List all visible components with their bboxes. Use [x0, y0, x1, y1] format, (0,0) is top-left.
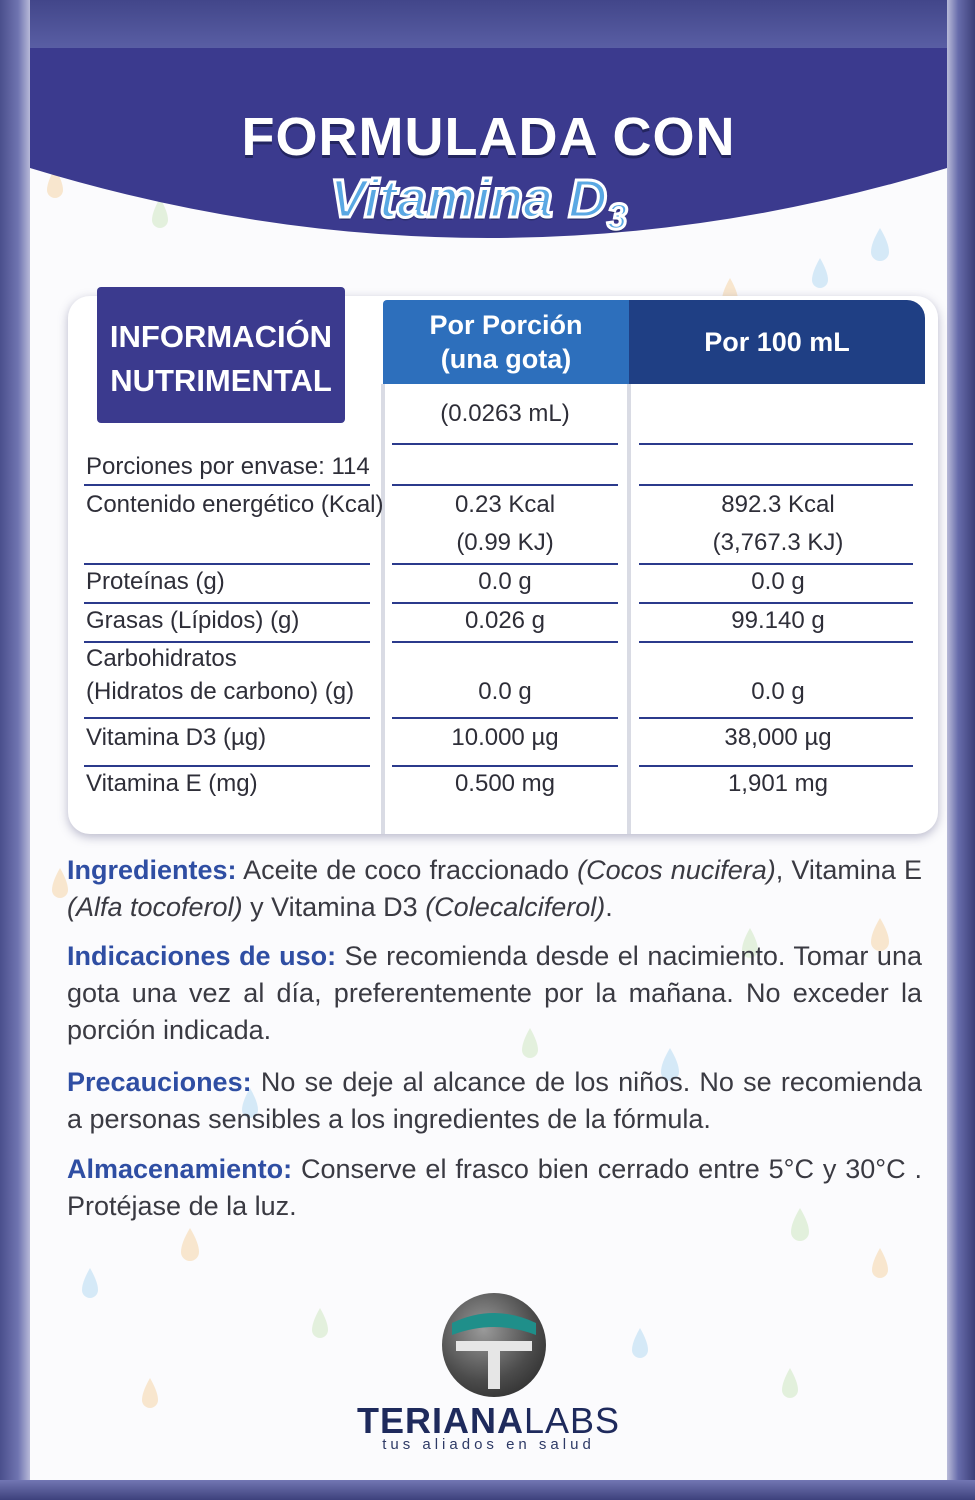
- row-label-protein: Proteínas (g): [86, 568, 225, 595]
- brand-name: TERIANALABS: [356, 1400, 621, 1441]
- row-divider: [392, 602, 618, 604]
- box-right-edge: [947, 0, 975, 1500]
- row-divider: [639, 765, 913, 767]
- row-divider: [392, 443, 618, 445]
- row-divider: [84, 641, 370, 643]
- ingredients-section: Ingredientes: Aceite de coco fraccionado (Cocos nucifera), Vitamina E (Alfa tocoferol) y Vitamina D3 (Colecalciferol).: [67, 855, 922, 922]
- banner-title: FORMULADA CON: [241, 107, 736, 167]
- value-fat-100ml: 99.140 g: [731, 607, 825, 634]
- row-label-carbs: Carbohidratos: [86, 645, 237, 672]
- value-protein-100ml: 0.0 g: [751, 568, 805, 595]
- serving-size: (0.0263 mL): [440, 400, 570, 427]
- row-divider: [392, 484, 618, 486]
- value-energy-100ml-kj: (3,767.3 KJ): [712, 529, 844, 556]
- value-vitamin-d3-100ml: 38,000 µg: [724, 724, 832, 751]
- row-divider: [392, 641, 618, 643]
- row-divider: [84, 765, 370, 767]
- value-vitamin-e-serving: 0.500 mg: [454, 770, 556, 797]
- teriana-logo-icon: [442, 1293, 546, 1397]
- precautions-section: Precauciones: No se deje al alcance de los niños. No se recomienda a personas sensibles a los ingredientes de la fórmula.: [67, 1067, 922, 1134]
- box-bottom-edge: [0, 1480, 975, 1500]
- value-carbs-serving: 0.0 g: [478, 678, 532, 705]
- row-label-vitamin-e: Vitamina E (mg): [86, 770, 258, 797]
- row-divider: [639, 717, 913, 719]
- row-divider: [639, 563, 913, 565]
- column-header-per-100ml: Por 100 mL: [629, 300, 925, 384]
- column-header-per-serving: Por Porción (una gota): [383, 300, 629, 384]
- box-left-edge: [0, 0, 30, 1500]
- banner-subtitle: Vitamina $D_3$: [330, 169, 628, 237]
- nutrition-title: INFORMACIÓN NUTRIMENTAL: [97, 287, 345, 423]
- row-divider: [639, 602, 913, 604]
- row-label-energy: Contenido energético (Kcal): [86, 491, 384, 518]
- value-energy-serving-kj: (0.99 KJ): [456, 529, 554, 556]
- value-fat-serving: 0.026 g: [464, 607, 546, 634]
- row-divider: [639, 443, 913, 445]
- row-divider: [84, 563, 370, 565]
- column-divider: [381, 384, 385, 834]
- row-divider: [392, 717, 618, 719]
- value-vitamin-e-100ml: 1,901 mg: [727, 770, 829, 797]
- column-divider: [627, 384, 631, 834]
- row-divider: [392, 765, 618, 767]
- storage-section: Almacenamiento: Conserve el frasco bien cerrado entre 5°C y 30°C . Protéjase de la luz.: [67, 1154, 922, 1221]
- row-label-fat: Grasas (Lípidos) (g): [86, 607, 300, 634]
- servings-per-container: Porciones por envase: 114: [86, 453, 370, 480]
- row-divider: [639, 641, 913, 643]
- row-divider: [84, 602, 370, 604]
- brand-tagline: tus aliados en salud: [382, 1436, 595, 1453]
- package-panel: [30, 48, 947, 1480]
- row-divider: [639, 484, 913, 486]
- value-energy-serving: 0.23 Kcal: [454, 491, 556, 518]
- usage-section: Indicaciones de uso: Se recomienda desde el nacimiento. Tomar una gota una vez al día, preferentemente por la mañana. No exceder la porción indicada.: [67, 941, 922, 1045]
- row-divider: [392, 563, 618, 565]
- value-carbs-100ml: 0.0 g: [751, 678, 805, 705]
- value-vitamin-d3-serving: 10.000 µg: [451, 724, 559, 751]
- row-label-vitamin-d3: Vitamina D3 (µg): [86, 724, 267, 751]
- value-protein-serving: 0.0 g: [478, 568, 532, 595]
- row-divider: [84, 484, 370, 486]
- value-energy-100ml: 892.3 Kcal: [721, 491, 835, 518]
- row-label-carbs-line2: (Hidratos de carbono) (g): [86, 678, 355, 705]
- row-divider: [84, 717, 370, 719]
